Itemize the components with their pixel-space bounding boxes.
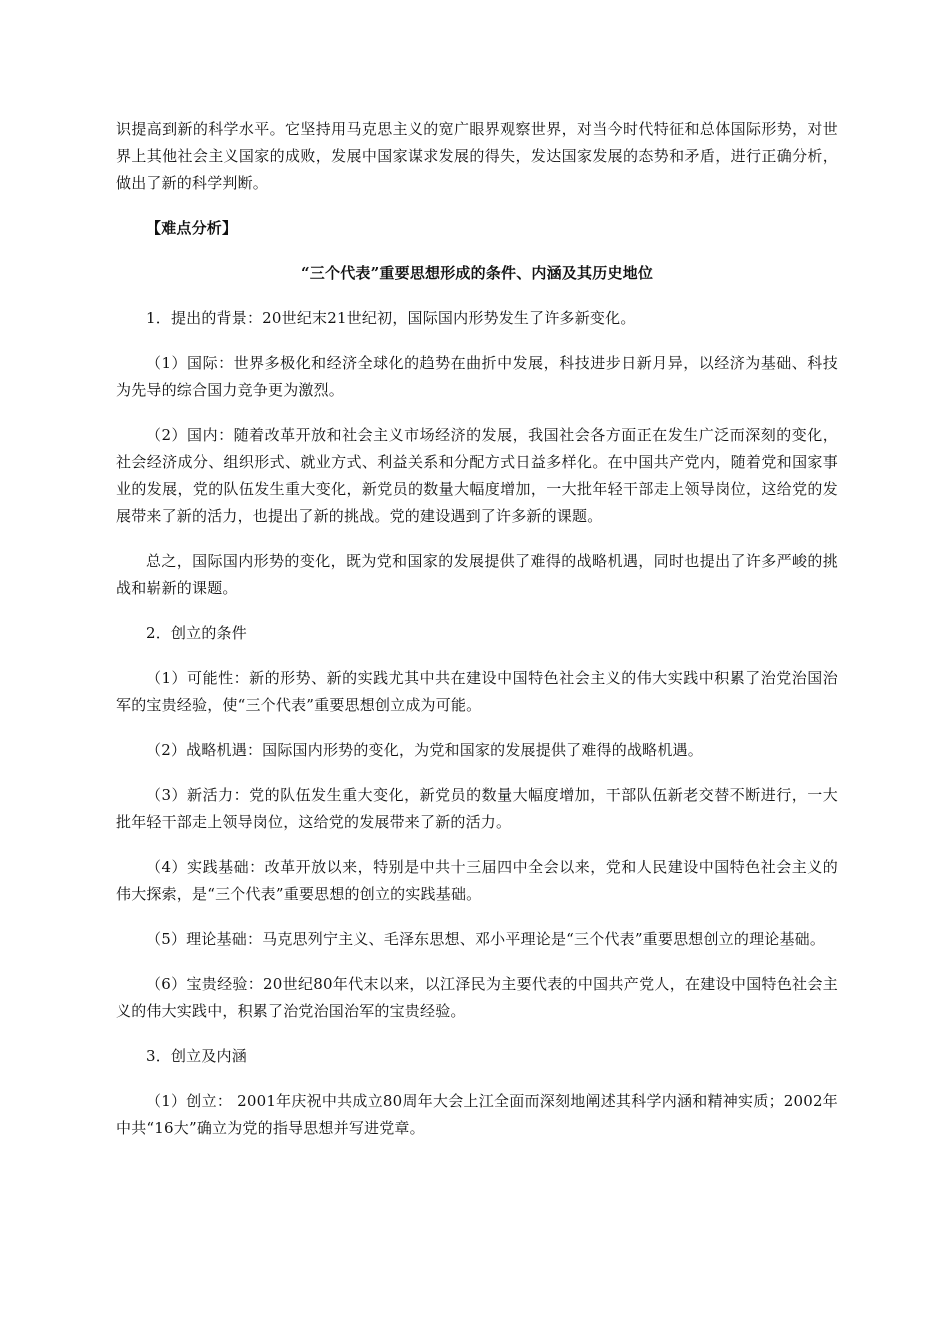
paragraph-domestic: （2）国内：随着改革开放和社会主义市场经济的发展，我国社会各方面正在发生广泛而深刻的变化，社会经济成分、组织形式、就业方式、利益关系和分配方式日益多样化。在中国共产党内，随着党和国家事业的发展，党的队伍发生重大变化，新党员的数量大幅度增加，一大批年轻干部走上领导岗位，这给党的发展带来了新的活力，也提出了新的挑战。党的建设遇到了许多新的课题。: [116, 426, 838, 525]
paragraph-founding: （1）创立： 2001年庆祝中共成立80周年大会上江全面而深刻地阐述其科学内涵和精神实质；2002年中共“16大”确立为党的指导思想并写进党章。: [116, 1092, 838, 1137]
subheading-founding-and-connotation: 3．创立及内涵: [146, 1047, 247, 1065]
paragraph-background: 1．提出的背景：20世纪末21世纪初，国际国内形势发生了许多新变化。: [146, 309, 636, 327]
paragraph-valuable-experience: （6）宝贵经验：20世纪80年代末以来，以江泽民为主要代表的中国共产党人，在建设中国特色社会主义的伟大实践中，积累了治党治国治军的宝贵经验。: [116, 975, 838, 1020]
paragraph-international: （1）国际：世界多极化和经济全球化的趋势在曲折中发展，科技进步日新月异，以经济为基础、科技为先导的综合国力竞争更为激烈。: [116, 354, 838, 399]
document-body: [116, 116, 838, 1142]
topic-title: “三个代表”重要思想形成的条件、内涵及其历史地位: [300, 264, 654, 282]
paragraph-practical-basis: （4）实践基础：改革开放以来，特别是中共十三届四中全会以来，党和人民建设中国特色社会主义的伟大探索，是“三个代表”重要思想的创立的实践基础。: [116, 858, 838, 903]
paragraph-theoretical-basis: （5）理论基础：马克思列宁主义、毛泽东思想、邓小平理论是“三个代表”重要思想创立的理论基础。: [146, 930, 826, 948]
paragraph-summary: 总之，国际国内形势的变化，既为党和国家的发展提供了难得的战略机遇，同时也提出了许多严峻的挑战和崭新的课题。: [116, 552, 838, 597]
paragraph-continuation: 识提高到新的科学水平。它坚持用马克思主义的宽广眼界观察世界，对当今时代特征和总体国际形势，对世界上其他社会主义国家的成败，发展中国家谋求发展的得失，发达国家发展的态势和矛盾，进行正确分析，做出了新的科学判断。: [116, 120, 838, 192]
section-heading-difficulty-analysis: 【难点分析】: [146, 219, 238, 237]
subheading-conditions: 2．创立的条件: [146, 624, 247, 642]
paragraph-new-vitality: （3）新活力：党的队伍发生重大变化，新党员的数量大幅度增加，干部队伍新老交替不断进行，一大批年轻干部走上领导岗位，这给党的发展带来了新的活力。: [116, 786, 838, 831]
paragraph-possibility: （1）可能性：新的形势、新的实践尤其中共在建设中国特色社会主义的伟大实践中积累了治党治国治军的宝贵经验，使“三个代表”重要思想创立成为可能。: [116, 669, 838, 714]
paragraph-strategic-opportunity: （2）战略机遇：国际国内形势的变化，为党和国家的发展提供了难得的战略机遇。: [146, 741, 703, 759]
